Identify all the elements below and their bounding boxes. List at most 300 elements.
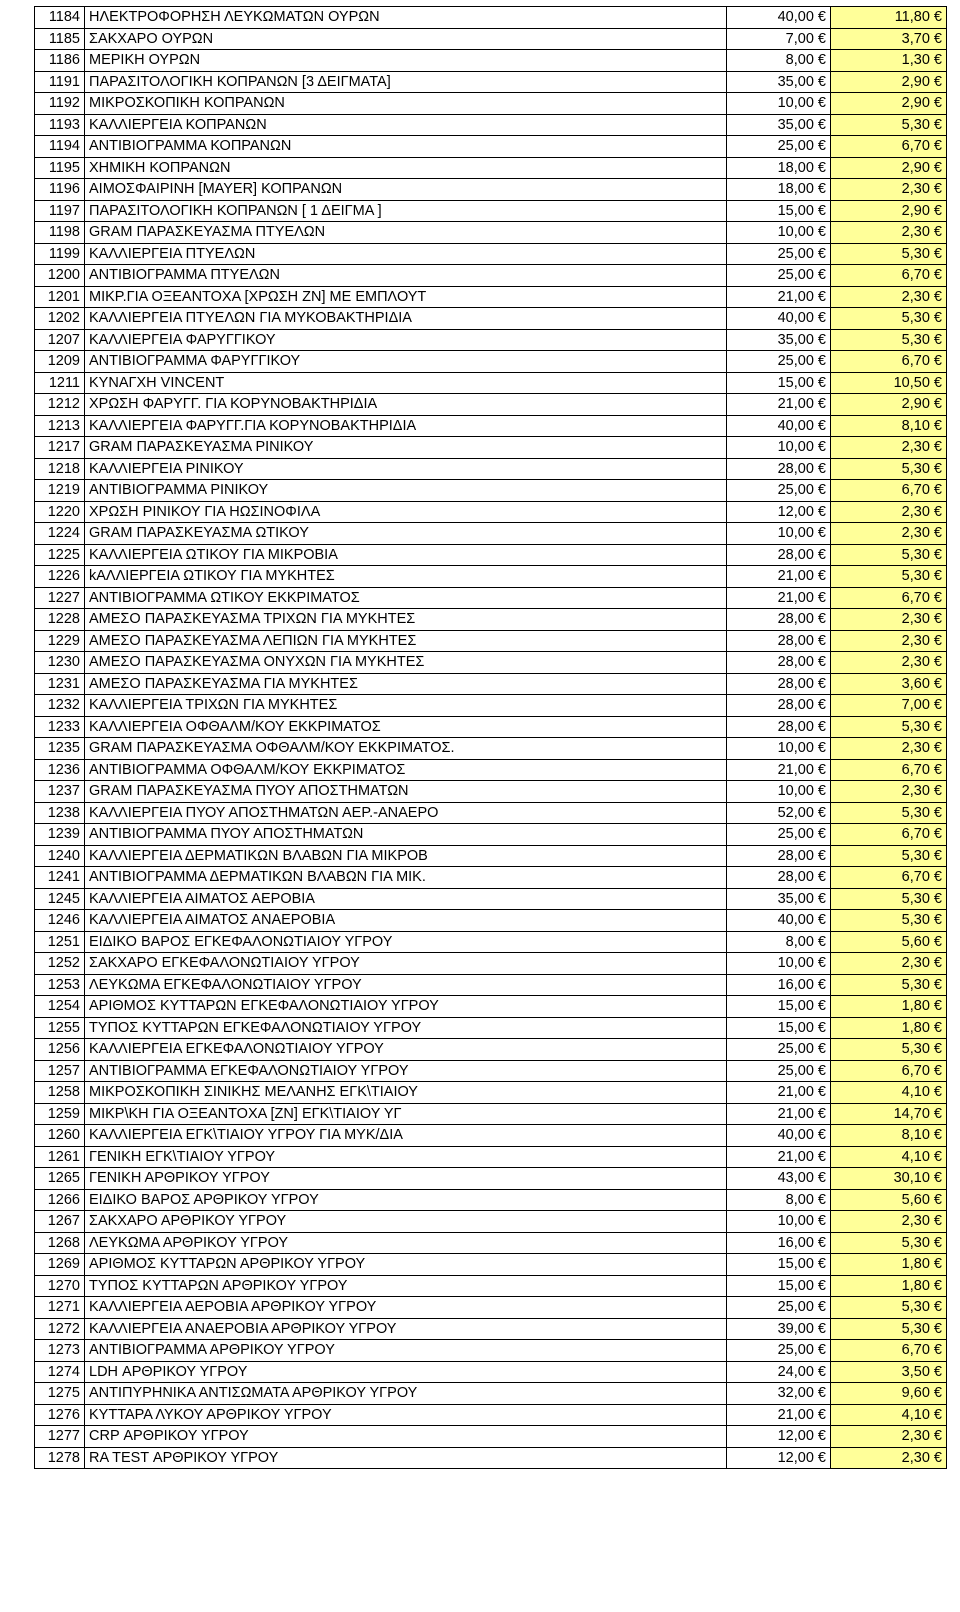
reimbursement-cell: 4,10 € xyxy=(831,1146,947,1168)
exam-name-cell: ΧΗΜΙΚΗ ΚΟΠΡΑΝΩΝ xyxy=(85,157,727,179)
exam-name-cell: GRAM ΠΑΡΑΣΚΕΥΑΣΜΑ ΠΥΟΥ ΑΠΟΣΤΗΜΑΤΩΝ xyxy=(85,781,727,803)
reimbursement-cell: 5,30 € xyxy=(831,243,947,265)
price-cell: 40,00 € xyxy=(727,7,831,29)
price-cell: 35,00 € xyxy=(727,329,831,351)
reimbursement-cell: 2,30 € xyxy=(831,179,947,201)
table-row xyxy=(35,1082,947,1104)
price-cell: 40,00 € xyxy=(727,415,831,437)
reimbursement-cell: 6,70 € xyxy=(831,1340,947,1362)
exam-code-cell: 1226 xyxy=(35,566,85,588)
reimbursement-cell: 5,60 € xyxy=(831,931,947,953)
price-cell: 12,00 € xyxy=(727,501,831,523)
exam-code-cell: 1273 xyxy=(35,1340,85,1362)
table-row xyxy=(35,329,947,351)
price-cell: 18,00 € xyxy=(727,157,831,179)
exam-code-cell: 1220 xyxy=(35,501,85,523)
reimbursement-cell: 2,90 € xyxy=(831,157,947,179)
table-row xyxy=(35,157,947,179)
price-cell: 21,00 € xyxy=(727,1404,831,1426)
table-row xyxy=(35,50,947,72)
exam-code-cell: 1277 xyxy=(35,1426,85,1448)
table-row xyxy=(35,136,947,158)
exam-code-cell: 1256 xyxy=(35,1039,85,1061)
table-row xyxy=(35,1426,947,1448)
price-cell: 35,00 € xyxy=(727,114,831,136)
price-cell: 40,00 € xyxy=(727,308,831,330)
exam-name-cell: ΑΝΤΙΒΙΟΓΡΑΜΜΑ ΚΟΠΡΑΝΩΝ xyxy=(85,136,727,158)
exam-code-cell: 1195 xyxy=(35,157,85,179)
table-row xyxy=(35,630,947,652)
exam-code-cell: 1278 xyxy=(35,1447,85,1469)
price-cell: 21,00 € xyxy=(727,286,831,308)
reimbursement-cell: 5,30 € xyxy=(831,329,947,351)
reimbursement-cell: 2,30 € xyxy=(831,501,947,523)
exam-name-cell: ΠΑΡΑΣΙΤΟΛΟΓΙΚΗ ΚΟΠΡΑΝΩΝ [3 ΔΕΙΓΜΑΤΑ] xyxy=(85,71,727,93)
price-cell: 28,00 € xyxy=(727,845,831,867)
exam-name-cell: ΑΜΕΣΟ ΠΑΡΑΣΚΕΥΑΣΜΑ ΓΙΑ ΜΥΚΗΤΕΣ xyxy=(85,673,727,695)
table-row xyxy=(35,179,947,201)
price-cell: 10,00 € xyxy=(727,953,831,975)
exam-code-cell: 1202 xyxy=(35,308,85,330)
price-cell: 10,00 € xyxy=(727,781,831,803)
exam-name-cell: ΑΝΤΙΒΙΟΓΡΑΜΜΑ ΑΡΘΡΙΚΟΥ ΥΓΡΟΥ xyxy=(85,1340,727,1362)
table-row xyxy=(35,28,947,50)
table-row xyxy=(35,1103,947,1125)
price-cell: 35,00 € xyxy=(727,71,831,93)
table-row xyxy=(35,1146,947,1168)
exam-code-cell: 1225 xyxy=(35,544,85,566)
price-table-body xyxy=(35,7,947,1469)
table-row xyxy=(35,93,947,115)
exam-name-cell: ΓΕΝΙΚΗ ΕΓΚ\ΤΙΑΙΟΥ ΥΓΡΟΥ xyxy=(85,1146,727,1168)
table-row xyxy=(35,1232,947,1254)
price-cell: 10,00 € xyxy=(727,738,831,760)
table-row xyxy=(35,1318,947,1340)
table-row xyxy=(35,71,947,93)
exam-code-cell: 1268 xyxy=(35,1232,85,1254)
exam-name-cell: ΚΑΛΛΙΕΡΓΕΙΑ ΑΙΜΑΤΟΣ ΑΝΑΕΡΟΒΙΑ xyxy=(85,910,727,932)
table-row xyxy=(35,523,947,545)
exam-name-cell: ΑΝΤΙΒΙΟΓΡΑΜΜΑ ΠΥΟΥ ΑΠΟΣΤΗΜΑΤΩΝ xyxy=(85,824,727,846)
exam-code-cell: 1245 xyxy=(35,888,85,910)
table-row xyxy=(35,695,947,717)
reimbursement-cell: 6,70 € xyxy=(831,265,947,287)
exam-code-cell: 1265 xyxy=(35,1168,85,1190)
exam-name-cell: GRAM ΠΑΡΑΣΚΕΥΑΣΜΑ ΩΤΙΚΟΥ xyxy=(85,523,727,545)
exam-name-cell: ΚΑΛΛΙΕΡΓΕΙΑ ΑΕΡΟΒΙΑ ΑΡΘΡΙΚΟΥ ΥΓΡΟΥ xyxy=(85,1297,727,1319)
exam-name-cell: ΚΥΝΑΓΧΗ VINCENT xyxy=(85,372,727,394)
exam-code-cell: 1185 xyxy=(35,28,85,50)
exam-name-cell: ΑΜΕΣΟ ΠΑΡΑΣΚΕΥΑΣΜΑ ΛΕΠΙΩΝ ΓΙΑ ΜΥΚΗΤΕΣ xyxy=(85,630,727,652)
price-cell: 25,00 € xyxy=(727,351,831,373)
reimbursement-cell: 14,70 € xyxy=(831,1103,947,1125)
exam-name-cell: CRP ΑΡΘΡΙΚΟΥ ΥΓΡΟΥ xyxy=(85,1426,727,1448)
exam-code-cell: 1271 xyxy=(35,1297,85,1319)
reimbursement-cell: 7,00 € xyxy=(831,695,947,717)
reimbursement-cell: 6,70 € xyxy=(831,1060,947,1082)
exam-code-cell: 1191 xyxy=(35,71,85,93)
price-cell: 8,00 € xyxy=(727,931,831,953)
table-row xyxy=(35,265,947,287)
table-row xyxy=(35,200,947,222)
exam-name-cell: ΛΕΥΚΩΜΑ ΕΓΚΕΦΑΛΟΝΩΤΙΑΙΟΥ ΥΓΡΟΥ xyxy=(85,974,727,996)
exam-name-cell: ΚΑΛΛΙΕΡΓΕΙΑ ΑΙΜΑΤΟΣ ΑΕΡΟΒΙΑ xyxy=(85,888,727,910)
exam-name-cell: ΜΙΚΡ\ΚΗ ΓΙΑ ΟΞΕΑΝΤΟΧΑ [ΖΝ] ΕΓΚ\ΤΙΑΙΟΥ ΥΓ xyxy=(85,1103,727,1125)
exam-code-cell: 1275 xyxy=(35,1383,85,1405)
exam-code-cell: 1229 xyxy=(35,630,85,652)
reimbursement-cell: 5,30 € xyxy=(831,458,947,480)
reimbursement-cell: 9,60 € xyxy=(831,1383,947,1405)
table-row xyxy=(35,738,947,760)
exam-code-cell: 1259 xyxy=(35,1103,85,1125)
reimbursement-cell: 4,10 € xyxy=(831,1404,947,1426)
reimbursement-cell: 1,80 € xyxy=(831,1017,947,1039)
exam-name-cell: ΣΑΚΧΑΡΟ ΕΓΚΕΦΑΛΟΝΩΤΙΑΙΟΥ ΥΓΡΟΥ xyxy=(85,953,727,975)
table-row xyxy=(35,953,947,975)
exam-name-cell: GRAM ΠΑΡΑΣΚΕΥΑΣΜΑ ΟΦΘΑΛΜ/ΚΟΥ ΕΚΚΡΙΜΑΤΟΣ. xyxy=(85,738,727,760)
reimbursement-cell: 2,30 € xyxy=(831,953,947,975)
price-cell: 25,00 € xyxy=(727,824,831,846)
exam-name-cell: ΑΝΤΙΒΙΟΓΡΑΜΜΑ ΡΙΝΙΚΟΥ xyxy=(85,480,727,502)
price-cell: 10,00 € xyxy=(727,222,831,244)
exam-name-cell: ΑΝΤΙΒΙΟΓΡΑΜΜΑ ΠΤΥΕΛΩΝ xyxy=(85,265,727,287)
exam-code-cell: 1257 xyxy=(35,1060,85,1082)
reimbursement-cell: 8,10 € xyxy=(831,415,947,437)
price-cell: 35,00 € xyxy=(727,888,831,910)
table-row xyxy=(35,1297,947,1319)
exam-code-cell: 1235 xyxy=(35,738,85,760)
reimbursement-cell: 5,30 € xyxy=(831,888,947,910)
exam-name-cell: RA TEST ΑΡΘΡΙΚΟΥ ΥΓΡΟΥ xyxy=(85,1447,727,1469)
reimbursement-cell: 2,90 € xyxy=(831,200,947,222)
price-cell: 25,00 € xyxy=(727,1039,831,1061)
exam-name-cell: ΚΑΛΛΙΕΡΓΕΙΑ ΡΙΝΙΚΟΥ xyxy=(85,458,727,480)
price-cell: 12,00 € xyxy=(727,1447,831,1469)
exam-name-cell: ΑΝΤΙΒΙΟΓΡΑΜΜΑ ΦΑΡΥΓΓΙΚΟΥ xyxy=(85,351,727,373)
table-row xyxy=(35,1039,947,1061)
exam-name-cell: ΑΜΕΣΟ ΠΑΡΑΣΚΕΥΑΣΜΑ ΟΝΥΧΩΝ ΓΙΑ ΜΥΚΗΤΕΣ xyxy=(85,652,727,674)
exam-name-cell: ΚΑΛΛΙΕΡΓΕΙΑ ΦΑΡΥΓΓ.ΓΙΑ ΚΟΡΥΝΟΒΑΚΤΗΡΙΔΙΑ xyxy=(85,415,727,437)
exam-name-cell: ΚΑΛΛΙΕΡΓΕΙΑ ΦΑΡΥΓΓΙΚΟΥ xyxy=(85,329,727,351)
exam-name-cell: ΚΑΛΛΙΕΡΓΕΙΑ ΚΟΠΡΑΝΩΝ xyxy=(85,114,727,136)
reimbursement-cell: 3,50 € xyxy=(831,1361,947,1383)
reimbursement-cell: 2,30 € xyxy=(831,738,947,760)
table-row xyxy=(35,566,947,588)
table-row xyxy=(35,1060,947,1082)
reimbursement-cell: 6,70 € xyxy=(831,136,947,158)
table-row xyxy=(35,759,947,781)
price-cell: 18,00 € xyxy=(727,179,831,201)
table-row xyxy=(35,974,947,996)
price-cell: 7,00 € xyxy=(727,28,831,50)
exam-code-cell: 1237 xyxy=(35,781,85,803)
price-cell: 25,00 € xyxy=(727,1297,831,1319)
reimbursement-cell: 3,70 € xyxy=(831,28,947,50)
exam-name-cell: ΤΥΠΟΣ ΚΥΤΤΑΡΩΝ ΑΡΘΡΙΚΟΥ ΥΓΡΟΥ xyxy=(85,1275,727,1297)
exam-name-cell: ΚΑΛΛΙΕΡΓΕΙΑ ΑΝΑΕΡΟΒΙΑ ΑΡΘΡΙΚΟΥ ΥΓΡΟΥ xyxy=(85,1318,727,1340)
exam-name-cell: kΑΛΛΙΕΡΓΕΙΑ ΩΤΙΚΟΥ ΓΙΑ ΜΥΚΗΤΕΣ xyxy=(85,566,727,588)
exam-name-cell: ΜΙΚΡΟΣΚΟΠΙΚΗ ΚΟΠΡΑΝΩΝ xyxy=(85,93,727,115)
exam-code-cell: 1253 xyxy=(35,974,85,996)
price-cell: 21,00 € xyxy=(727,759,831,781)
price-cell: 10,00 € xyxy=(727,523,831,545)
reimbursement-cell: 2,30 € xyxy=(831,630,947,652)
price-cell: 15,00 € xyxy=(727,372,831,394)
exam-code-cell: 1233 xyxy=(35,716,85,738)
table-row xyxy=(35,458,947,480)
price-cell: 21,00 € xyxy=(727,1082,831,1104)
price-cell: 21,00 € xyxy=(727,1103,831,1125)
price-cell: 21,00 € xyxy=(727,1146,831,1168)
exam-name-cell: ΚΥΤΤΑΡΑ ΛΥΚΟΥ ΑΡΘΡΙΚΟΥ ΥΓΡΟΥ xyxy=(85,1404,727,1426)
exam-code-cell: 1246 xyxy=(35,910,85,932)
reimbursement-cell: 2,90 € xyxy=(831,71,947,93)
price-cell: 28,00 € xyxy=(727,867,831,889)
price-cell: 21,00 € xyxy=(727,566,831,588)
exam-code-cell: 1186 xyxy=(35,50,85,72)
exam-name-cell: ΕΙΔΙΚΟ ΒΑΡΟΣ ΕΓΚΕΦΑΛΟΝΩΤΙΑΙΟΥ ΥΓΡΟΥ xyxy=(85,931,727,953)
price-cell: 21,00 € xyxy=(727,394,831,416)
price-cell: 43,00 € xyxy=(727,1168,831,1190)
reimbursement-cell: 2,90 € xyxy=(831,93,947,115)
exam-code-cell: 1270 xyxy=(35,1275,85,1297)
exam-name-cell: ΕΙΔΙΚΟ ΒΑΡΟΣ ΑΡΘΡΙΚΟΥ ΥΓΡΟΥ xyxy=(85,1189,727,1211)
exam-name-cell: ΚΑΛΛΙΕΡΓΕΙΑ ΕΓΚ\ΤΙΑΙΟΥ ΥΓΡΟΥ ΓΙΑ ΜΥΚ/ΔΙΑ xyxy=(85,1125,727,1147)
price-cell: 8,00 € xyxy=(727,50,831,72)
table-row xyxy=(35,1211,947,1233)
table-row xyxy=(35,222,947,244)
reimbursement-cell: 30,10 € xyxy=(831,1168,947,1190)
reimbursement-cell: 6,70 € xyxy=(831,351,947,373)
price-cell: 28,00 € xyxy=(727,458,831,480)
exam-code-cell: 1231 xyxy=(35,673,85,695)
exam-name-cell: ΑΝΤΙΒΙΟΓΡΑΜΜΑ ΟΦΘΑΛΜ/ΚΟΥ ΕΚΚΡΙΜΑΤΟΣ xyxy=(85,759,727,781)
exam-name-cell: ΑΜΕΣΟ ΠΑΡΑΣΚΕΥΑΣΜΑ ΤΡΙΧΩΝ ΓΙΑ ΜΥΚΗΤΕΣ xyxy=(85,609,727,631)
exam-code-cell: 1255 xyxy=(35,1017,85,1039)
exam-name-cell: ΜΙΚΡ.ΓΙΑ ΟΞΕΑΝΤΟΧΑ [ΧΡΩΣΗ ΖΝ] ΜΕ ΕΜΠΛΟΥΤ xyxy=(85,286,727,308)
price-cell: 39,00 € xyxy=(727,1318,831,1340)
table-row xyxy=(35,1125,947,1147)
exam-name-cell: ΚΑΛΛΙΕΡΓΕΙΑ ΠΤΥΕΛΩΝ xyxy=(85,243,727,265)
exam-name-cell: ΣΑΚΧΑΡΟ ΟΥΡΩΝ xyxy=(85,28,727,50)
reimbursement-cell: 5,30 € xyxy=(831,308,947,330)
price-cell: 52,00 € xyxy=(727,802,831,824)
table-row xyxy=(35,372,947,394)
exam-code-cell: 1207 xyxy=(35,329,85,351)
exam-code-cell: 1196 xyxy=(35,179,85,201)
exam-name-cell: ΚΑΛΛΙΕΡΓΕΙΑ ΕΓΚΕΦΑΛΟΝΩΤΙΑΙΟΥ ΥΓΡΟΥ xyxy=(85,1039,727,1061)
reimbursement-cell: 2,30 € xyxy=(831,523,947,545)
exam-code-cell: 1213 xyxy=(35,415,85,437)
reimbursement-cell: 2,30 € xyxy=(831,1211,947,1233)
table-row xyxy=(35,394,947,416)
price-cell: 24,00 € xyxy=(727,1361,831,1383)
exam-code-cell: 1236 xyxy=(35,759,85,781)
price-cell: 15,00 € xyxy=(727,1275,831,1297)
exam-name-cell: ΚΑΛΛΙΕΡΓΕΙΑ ΠΤΥΕΛΩΝ ΓΙΑ ΜΥΚΟΒΑΚΤΗΡΙΔΙΑ xyxy=(85,308,727,330)
exam-name-cell: ΚΑΛΛΙΕΡΓΕΙΑ ΤΡΙΧΩΝ ΓΙΑ ΜΥΚΗΤΕΣ xyxy=(85,695,727,717)
exam-name-cell: ΜΙΚΡΟΣΚΟΠΙΚΗ ΣΙΝΙΚΗΣ ΜΕΛΑΝΗΣ ΕΓΚ\ΤΙΑΙΟΥ xyxy=(85,1082,727,1104)
reimbursement-cell: 2,30 € xyxy=(831,652,947,674)
exam-code-cell: 1240 xyxy=(35,845,85,867)
exam-name-cell: ΛΕΥΚΩΜΑ ΑΡΘΡΙΚΟΥ ΥΓΡΟΥ xyxy=(85,1232,727,1254)
exam-code-cell: 1238 xyxy=(35,802,85,824)
reimbursement-cell: 6,70 € xyxy=(831,480,947,502)
table-row xyxy=(35,243,947,265)
price-cell: 28,00 € xyxy=(727,695,831,717)
exam-code-cell: 1212 xyxy=(35,394,85,416)
reimbursement-cell: 6,70 € xyxy=(831,587,947,609)
price-cell: 10,00 € xyxy=(727,93,831,115)
reimbursement-cell: 5,30 € xyxy=(831,845,947,867)
exam-name-cell: ΧΡΩΣΗ ΦΑΡΥΓΓ. ΓΙΑ ΚΟΡΥΝΟΒΑΚΤΗΡΙΔΙΑ xyxy=(85,394,727,416)
exam-code-cell: 1230 xyxy=(35,652,85,674)
exam-code-cell: 1252 xyxy=(35,953,85,975)
table-row xyxy=(35,910,947,932)
exam-name-cell: ΗΛΕΚΤΡΟΦΟΡΗΣΗ ΛΕΥΚΩΜΑΤΩΝ ΟΥΡΩΝ xyxy=(85,7,727,29)
exam-code-cell: 1184 xyxy=(35,7,85,29)
table-row xyxy=(35,867,947,889)
price-cell: 25,00 € xyxy=(727,265,831,287)
table-row xyxy=(35,501,947,523)
exam-code-cell: 1276 xyxy=(35,1404,85,1426)
reimbursement-cell: 6,70 € xyxy=(831,759,947,781)
exam-code-cell: 1251 xyxy=(35,931,85,953)
reimbursement-cell: 2,30 € xyxy=(831,609,947,631)
table-row xyxy=(35,1275,947,1297)
price-cell: 21,00 € xyxy=(727,587,831,609)
table-row xyxy=(35,716,947,738)
reimbursement-cell: 10,50 € xyxy=(831,372,947,394)
exam-code-cell: 1218 xyxy=(35,458,85,480)
reimbursement-cell: 5,30 € xyxy=(831,1297,947,1319)
reimbursement-cell: 1,80 € xyxy=(831,996,947,1018)
exam-code-cell: 1269 xyxy=(35,1254,85,1276)
reimbursement-cell: 6,70 € xyxy=(831,867,947,889)
exam-code-cell: 1267 xyxy=(35,1211,85,1233)
price-cell: 8,00 € xyxy=(727,1189,831,1211)
table-row xyxy=(35,7,947,29)
exam-code-cell: 1261 xyxy=(35,1146,85,1168)
reimbursement-cell: 1,30 € xyxy=(831,50,947,72)
reimbursement-cell: 5,30 € xyxy=(831,910,947,932)
price-cell: 15,00 € xyxy=(727,1017,831,1039)
table-row xyxy=(35,286,947,308)
exam-code-cell: 1258 xyxy=(35,1082,85,1104)
exam-code-cell: 1224 xyxy=(35,523,85,545)
exam-code-cell: 1254 xyxy=(35,996,85,1018)
price-table xyxy=(34,6,947,1469)
table-row xyxy=(35,1404,947,1426)
exam-code-cell: 1209 xyxy=(35,351,85,373)
table-row xyxy=(35,845,947,867)
exam-name-cell: ΑΡΙΘΜΟΣ ΚΥΤΤΑΡΩΝ ΑΡΘΡΙΚΟΥ ΥΓΡΟΥ xyxy=(85,1254,727,1276)
table-row xyxy=(35,1017,947,1039)
price-cell: 40,00 € xyxy=(727,910,831,932)
exam-name-cell: ΑΝΤΙΠΥΡΗΝΙΚΑ ΑΝΤΙΣΩΜΑΤΑ ΑΡΘΡΙΚΟΥ ΥΓΡΟΥ xyxy=(85,1383,727,1405)
price-cell: 15,00 € xyxy=(727,200,831,222)
exam-name-cell: ΠΑΡΑΣΙΤΟΛΟΓΙΚΗ ΚΟΠΡΑΝΩΝ [ 1 ΔΕΙΓΜΑ ] xyxy=(85,200,727,222)
price-cell: 12,00 € xyxy=(727,1426,831,1448)
price-cell: 25,00 € xyxy=(727,1340,831,1362)
exam-code-cell: 1193 xyxy=(35,114,85,136)
reimbursement-cell: 2,30 € xyxy=(831,286,947,308)
table-row xyxy=(35,308,947,330)
exam-code-cell: 1266 xyxy=(35,1189,85,1211)
exam-code-cell: 1198 xyxy=(35,222,85,244)
reimbursement-cell: 1,80 € xyxy=(831,1275,947,1297)
price-cell: 16,00 € xyxy=(727,974,831,996)
table-row xyxy=(35,652,947,674)
reimbursement-cell: 4,10 € xyxy=(831,1082,947,1104)
table-row xyxy=(35,1189,947,1211)
price-cell: 10,00 € xyxy=(727,437,831,459)
exam-code-cell: 1232 xyxy=(35,695,85,717)
reimbursement-cell: 5,60 € xyxy=(831,1189,947,1211)
table-row xyxy=(35,931,947,953)
price-cell: 25,00 € xyxy=(727,243,831,265)
table-row xyxy=(35,888,947,910)
reimbursement-cell: 5,30 € xyxy=(831,802,947,824)
reimbursement-cell: 11,80 € xyxy=(831,7,947,29)
reimbursement-cell: 5,30 € xyxy=(831,1318,947,1340)
exam-name-cell: ΓΕΝΙΚΗ ΑΡΘΡΙΚΟΥ ΥΓΡΟΥ xyxy=(85,1168,727,1190)
exam-name-cell: LDH ΑΡΘΡΙΚΟΥ ΥΓΡΟΥ xyxy=(85,1361,727,1383)
exam-code-cell: 1211 xyxy=(35,372,85,394)
reimbursement-cell: 1,80 € xyxy=(831,1254,947,1276)
reimbursement-cell: 2,30 € xyxy=(831,222,947,244)
table-row xyxy=(35,1340,947,1362)
price-cell: 25,00 € xyxy=(727,1060,831,1082)
exam-name-cell: ΧΡΩΣΗ ΡΙΝΙΚΟΥ ΓΙΑ ΗΩΣΙΝΟΦΙΛΑ xyxy=(85,501,727,523)
price-cell: 28,00 € xyxy=(727,544,831,566)
reimbursement-cell: 8,10 € xyxy=(831,1125,947,1147)
table-row xyxy=(35,437,947,459)
reimbursement-cell: 2,90 € xyxy=(831,394,947,416)
table-row xyxy=(35,802,947,824)
exam-name-cell: ΑΡΙΘΜΟΣ ΚΥΤΤΑΡΩΝ ΕΓΚΕΦΑΛΟΝΩΤΙΑΙΟΥ ΥΓΡΟΥ xyxy=(85,996,727,1018)
table-row xyxy=(35,1361,947,1383)
exam-code-cell: 1272 xyxy=(35,1318,85,1340)
exam-code-cell: 1197 xyxy=(35,200,85,222)
table-row xyxy=(35,996,947,1018)
exam-code-cell: 1228 xyxy=(35,609,85,631)
reimbursement-cell: 5,30 € xyxy=(831,974,947,996)
exam-code-cell: 1227 xyxy=(35,587,85,609)
price-cell: 10,00 € xyxy=(727,1211,831,1233)
table-row xyxy=(35,587,947,609)
table-row xyxy=(35,609,947,631)
reimbursement-cell: 5,30 € xyxy=(831,544,947,566)
exam-name-cell: ΣΑΚΧΑΡΟ ΑΡΘΡΙΚΟΥ ΥΓΡΟΥ xyxy=(85,1211,727,1233)
exam-code-cell: 1241 xyxy=(35,867,85,889)
reimbursement-cell: 5,30 € xyxy=(831,566,947,588)
table-row xyxy=(35,781,947,803)
reimbursement-cell: 2,30 € xyxy=(831,1426,947,1448)
price-cell: 25,00 € xyxy=(727,136,831,158)
reimbursement-cell: 5,30 € xyxy=(831,1232,947,1254)
exam-code-cell: 1260 xyxy=(35,1125,85,1147)
price-cell: 15,00 € xyxy=(727,996,831,1018)
exam-code-cell: 1217 xyxy=(35,437,85,459)
exam-name-cell: ΑΝΤΙΒΙΟΓΡΑΜΜΑ ΩΤΙΚΟΥ ΕΚΚΡΙΜΑΤΟΣ xyxy=(85,587,727,609)
exam-name-cell: ΚΑΛΛΙΕΡΓΕΙΑ ΠΥΟΥ ΑΠΟΣΤΗΜΑΤΩΝ ΑΕΡ.-ΑΝΑΕΡΟ xyxy=(85,802,727,824)
reimbursement-cell: 5,30 € xyxy=(831,114,947,136)
price-cell: 28,00 € xyxy=(727,652,831,674)
price-cell: 40,00 € xyxy=(727,1125,831,1147)
reimbursement-cell: 5,30 € xyxy=(831,716,947,738)
price-cell: 28,00 € xyxy=(727,673,831,695)
